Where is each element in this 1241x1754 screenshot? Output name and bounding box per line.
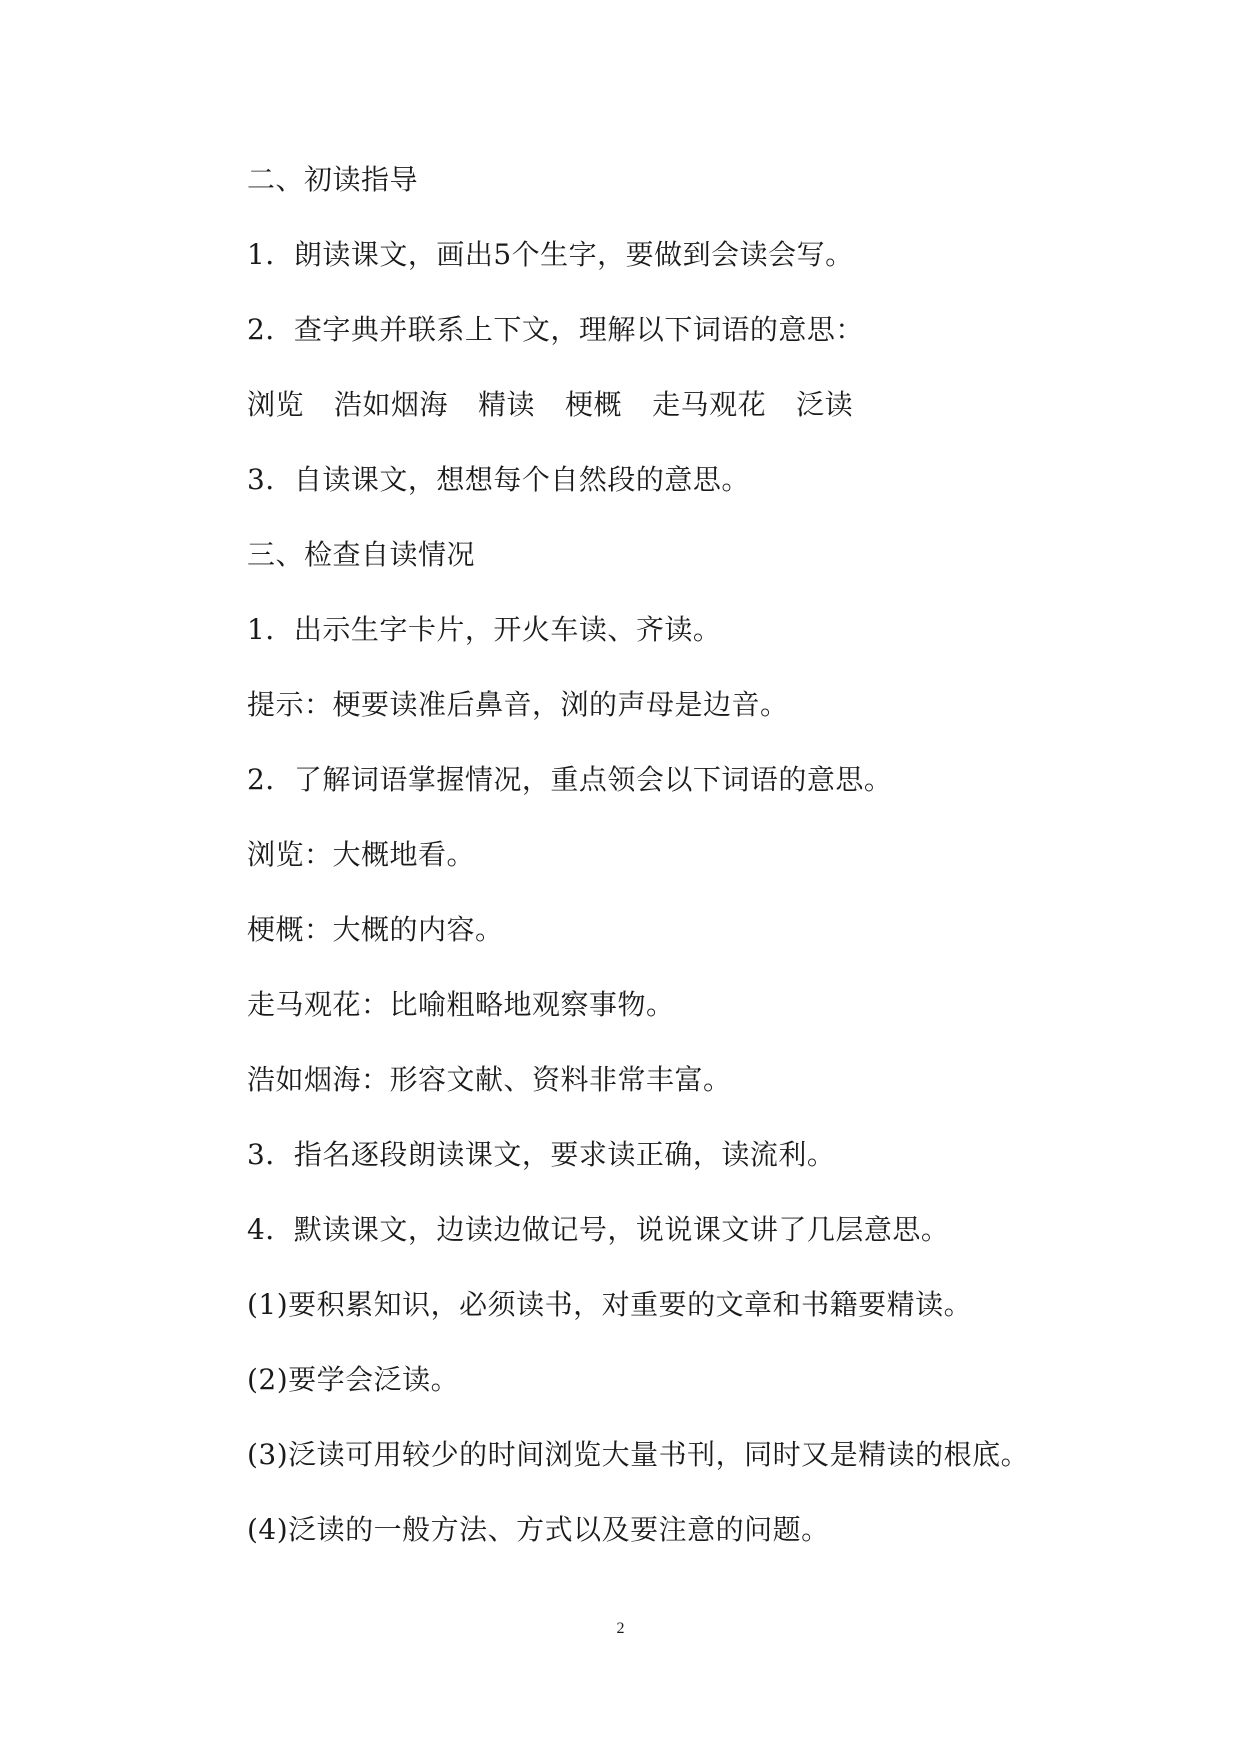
page-number: 2 (616, 1620, 625, 1637)
definition: 浏览：大概地看。 (247, 838, 476, 871)
vocab-word: 浏览 (247, 388, 305, 421)
list-item: (3)泛读可用较少的时间浏览大量书刊，同时又是精读的根底。 (247, 1438, 1030, 1471)
document-body (247, 156, 1147, 1581)
definition: 梗概：大概的内容。 (247, 913, 504, 946)
paragraph: 3．自读课文，想想每个自然段的意思。 (247, 463, 750, 496)
definition: 走马观花：比喻粗略地观察事物。 (247, 988, 675, 1021)
paragraph: 3．指名逐段朗读课文，要求读正确，读流利。 (247, 1138, 836, 1171)
paragraph: 1．出示生字卡片，开火车读、齐读。 (247, 613, 722, 646)
paragraph: 提示：梗要读准后鼻音，浏的声母是边音。 (247, 688, 789, 721)
paragraph: 1．朗读课文，画出5个生字，要做到会读会写。 (247, 238, 854, 271)
section-heading: 三、检查自读情况 (247, 538, 476, 571)
definition: 浩如烟海：形容文献、资料非常丰富。 (247, 1063, 732, 1096)
list-item: (4)泛读的一般方法、方式以及要注意的问题。 (247, 1513, 830, 1546)
vocab-word: 泛读 (796, 388, 854, 421)
paragraph: 2．查字典并联系上下文，理解以下词语的意思： (247, 313, 864, 346)
vocab-word: 梗概 (565, 388, 623, 421)
paragraph: 2．了解词语掌握情况，重点领会以下词语的意思。 (247, 763, 893, 796)
section-heading: 二、初读指导 (247, 163, 419, 196)
list-item: (1)要积累知识，必须读书，对重要的文章和书籍要精读。 (247, 1288, 973, 1321)
paragraph: 4．默读课文，边读边做记号，说说课文讲了几层意思。 (247, 1213, 950, 1246)
vocab-word: 浩如烟海 (334, 388, 449, 421)
list-item: (2)要学会泛读。 (247, 1363, 460, 1396)
vocab-word: 精读 (478, 388, 536, 421)
vocabulary-list (247, 381, 1147, 456)
vocab-word: 走马观花 (652, 388, 767, 421)
